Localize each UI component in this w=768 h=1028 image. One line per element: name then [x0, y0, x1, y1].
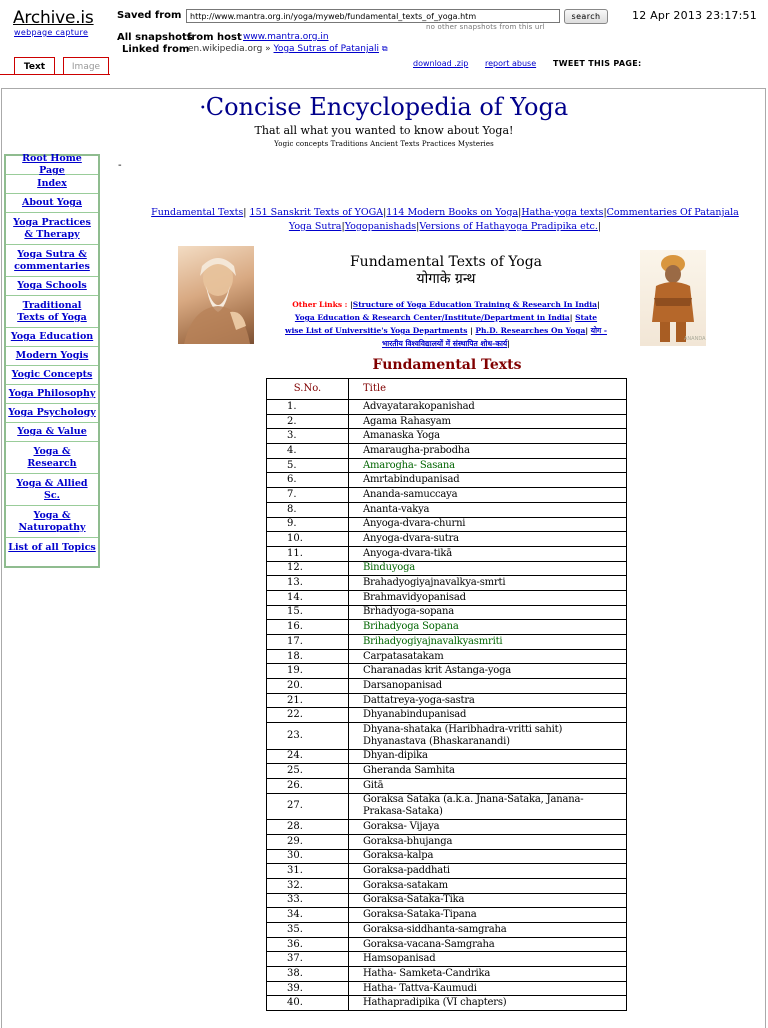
- sidebar-item-yoga-philosophy[interactable]: Yoga Philosophy: [6, 385, 98, 404]
- topic-links: Fundamental Texts| 151 Sanskrit Texts of YOGA|114 Modern Books on Yoga|Hatha-yoga texts|Commentaries Of Patanjala Yoga Sutra|Yogopanishads|Versions of Hathayoga Pradipika etc.|: [151, 207, 739, 232]
- portrait-illustration: [640, 250, 706, 346]
- other-links: Other Links : |Structure of Yoga Education Training & Research In India| Yoga Education & Research Center/Institute/Department in India| State wise List of Universitie's Yoga Departments | Ph.D. Researches On Yoga| योग - भारतीय विश्वविद्यालयों में संस्थापित शोध-कार्य|: [285, 300, 608, 348]
- site-tagline: That all what you wanted to know about Yoga!: [254, 124, 514, 137]
- sidebar-item-yoga-allied-sc[interactable]: Yoga & Allied Sc.: [6, 474, 98, 506]
- row-number: 20.: [267, 679, 349, 694]
- download-zip-link[interactable]: download .zip: [413, 59, 469, 68]
- row-number: 36.: [267, 937, 349, 952]
- sidebar-item-yogic-concepts[interactable]: Yogic Concepts: [6, 366, 98, 385]
- table-row: [267, 620, 627, 635]
- topic-link-versions[interactable]: Versions of Hathayoga Pradipika etc.: [419, 221, 598, 232]
- report-abuse-link[interactable]: report abuse: [485, 59, 537, 68]
- fundamental-title-hi: योगाके ग्रन्थ: [416, 271, 476, 287]
- row-number: 31.: [267, 864, 349, 879]
- table-row: [267, 937, 627, 952]
- table-row: [267, 635, 627, 650]
- photo-caption: ANANDA: [684, 336, 706, 342]
- table-row: [267, 546, 627, 561]
- tab-image[interactable]: Image: [63, 57, 109, 75]
- row-number: 5.: [267, 458, 349, 473]
- linked-from: [188, 44, 388, 54]
- dash-text: -: [118, 160, 122, 171]
- link-yoga-centers-india[interactable]: Yoga Education & Research Center/Institute/Department in India: [294, 313, 570, 322]
- sri-aurobindo-photo: [178, 246, 254, 344]
- table-row: [267, 723, 627, 750]
- row-title: Darsanopanisad: [349, 679, 627, 694]
- sidebar-item-traditional-texts-of-yoga[interactable]: Traditional Texts of Yoga: [6, 296, 98, 328]
- row-number: 27.: [267, 793, 349, 820]
- row-number: 10.: [267, 532, 349, 547]
- table-row: [267, 923, 627, 938]
- sidebar-item-yoga-practices-therapy[interactable]: Yoga Practices & Therapy: [6, 213, 98, 245]
- sidebar-item-index[interactable]: Index: [6, 175, 98, 194]
- link-phd-researches[interactable]: Ph.D. Researches On Yoga: [475, 326, 586, 335]
- row-number: 33.: [267, 893, 349, 908]
- table-body: [267, 400, 627, 1011]
- table-header-row: [267, 379, 627, 400]
- table-row: [267, 649, 627, 664]
- row-number: 32.: [267, 878, 349, 893]
- row-number: 14.: [267, 590, 349, 605]
- row-number: 25.: [267, 764, 349, 779]
- sidebar-item-yoga-naturopathy[interactable]: Yoga & Naturopathy: [6, 506, 98, 538]
- row-number: 7.: [267, 488, 349, 503]
- row-number: 9.: [267, 517, 349, 532]
- table-row: [267, 400, 627, 415]
- row-number: 6.: [267, 473, 349, 488]
- link-structure-yoga-education[interactable]: Structure of Yoga Education Training & Research In India: [352, 300, 597, 309]
- tweet-this-page-label: TWEET THIS PAGE:: [553, 59, 642, 68]
- row-title: Amanaska Yoga: [349, 429, 627, 444]
- table-row: [267, 967, 627, 982]
- sidebar-item-yoga-sutra-commentaries[interactable]: Yoga Sutra & commentaries: [6, 245, 98, 277]
- all-snapshots-label: All snapshots: [117, 32, 193, 43]
- fundamental-title-en: Fundamental Texts of Yoga: [349, 254, 543, 270]
- row-number: 35.: [267, 923, 349, 938]
- column-header-sno: S.No.: [267, 379, 349, 400]
- row-number: 19.: [267, 664, 349, 679]
- site-title: [0, 93, 768, 121]
- link-state-wise-list[interactable]: State wise List of Universitie's Yoga Departments: [285, 313, 598, 335]
- row-title: Hatha- Tattva-Kaumudi: [349, 981, 627, 996]
- row-number: 15.: [267, 605, 349, 620]
- row-title: Amrtabindupanisad: [349, 473, 627, 488]
- archive-header: [0, 0, 768, 75]
- row-title: Goraksa-kalpa: [349, 849, 627, 864]
- topic-link-yogopanishads[interactable]: Yogopanishads: [344, 221, 417, 232]
- row-number: 24.: [267, 749, 349, 764]
- sidebar-item-yoga-research[interactable]: Yoga & Research: [6, 442, 98, 474]
- row-title: Goraksa-paddhati: [349, 864, 627, 879]
- row-title: Hamsopanisad: [349, 952, 627, 967]
- topic-link-151-sanskrit[interactable]: 151 Sanskrit Texts of YOGA: [249, 207, 384, 218]
- row-number: 28.: [267, 820, 349, 835]
- webpage-capture-link[interactable]: webpage capture: [14, 28, 89, 37]
- sidebar-item-yoga-schools[interactable]: Yoga Schools: [6, 277, 98, 296]
- capture-date: 12 Apr 2013 23:17:51: [632, 9, 757, 22]
- topic-link-hatha-yoga[interactable]: Hatha-yoga texts: [521, 207, 604, 218]
- table-row: [267, 793, 627, 820]
- row-number: 29.: [267, 834, 349, 849]
- row-title: Anyoga-dvara-churni: [349, 517, 627, 532]
- table-row: [267, 473, 627, 488]
- row-number: 18.: [267, 649, 349, 664]
- saved-from-label: Saved from: [117, 10, 182, 21]
- table-row: [267, 458, 627, 473]
- table-row: [267, 708, 627, 723]
- table-row: [267, 834, 627, 849]
- row-number: 39.: [267, 981, 349, 996]
- table-row: [267, 981, 627, 996]
- row-number: 12.: [267, 561, 349, 576]
- row-number: 13.: [267, 576, 349, 591]
- sidebar-item-list-of-all-topics[interactable]: List of all Topics: [8, 542, 96, 553]
- table-row: [267, 779, 627, 794]
- row-number: 34.: [267, 908, 349, 923]
- row-number: 3.: [267, 429, 349, 444]
- table-row: [267, 605, 627, 620]
- row-title: Brahadyogiyajnavalkya-smrti: [349, 576, 627, 591]
- topic-link-fundamental[interactable]: Fundamental Texts: [151, 207, 244, 218]
- sidebar-item-about-yoga[interactable]: About Yoga: [6, 194, 98, 213]
- topic-link-114-modern[interactable]: 114 Modern Books on Yoga: [386, 207, 519, 218]
- table-row: [267, 996, 627, 1011]
- row-number: 26.: [267, 779, 349, 794]
- table-heading: Fundamental Texts: [372, 357, 522, 373]
- row-number: 22.: [267, 708, 349, 723]
- table-row: [267, 532, 627, 547]
- portrait-illustration: [178, 246, 254, 344]
- tab-underline: [0, 74, 110, 75]
- row-title: Ananda-samuccaya: [349, 488, 627, 503]
- table-row: [267, 429, 627, 444]
- row-title: Charanadas krit Astanga-yoga: [349, 664, 627, 679]
- row-number: 37.: [267, 952, 349, 967]
- row-title: Brahmavidyopanisad: [349, 590, 627, 605]
- row-title: Brihadyoga Sopana: [349, 620, 627, 635]
- row-number: 38.: [267, 967, 349, 982]
- sidebar-item-yoga-psychology[interactable]: Yoga Psychology: [6, 404, 98, 423]
- table-row: [267, 664, 627, 679]
- row-number: 21.: [267, 693, 349, 708]
- row-number: 2.: [267, 414, 349, 429]
- linked-from-page-link[interactable]: Yoga Sutras of Patanjali: [273, 44, 379, 54]
- no-other-snapshots-text: no other snapshots from this url: [426, 23, 545, 31]
- table-row: [267, 908, 627, 923]
- row-title: Ananta-vakya: [349, 502, 627, 517]
- row-title: Dhyana-shataka (Haribhadra-vritti sahit) Dhyanastava (Bhaskaranandi): [349, 723, 627, 750]
- row-title: Goraksa-satakam: [349, 878, 627, 893]
- row-title: Hatha- Samketa-Candrika: [349, 967, 627, 982]
- table-row: [267, 893, 627, 908]
- row-title: Binduyoga: [349, 561, 627, 576]
- table-row: [267, 517, 627, 532]
- row-number: 23.: [267, 723, 349, 750]
- search-button[interactable]: search: [564, 9, 608, 24]
- sidebar-nav: [4, 154, 100, 568]
- table-row: [267, 561, 627, 576]
- row-title: Dattatreya-yoga-sastra: [349, 693, 627, 708]
- topic-link-commentaries[interactable]: Commentaries Of Patanjala Yoga Sutra: [288, 207, 739, 232]
- link-hindi-research[interactable]: योग - भारतीय विश्वविद्यालयों में संस्थापित शोध-कार्य: [381, 326, 608, 348]
- site-subtagline: Yogic concepts Traditions Ancient Texts Practices Mysteries: [274, 140, 494, 148]
- fundamental-title: [300, 254, 592, 288]
- table-row: [267, 764, 627, 779]
- swami-vivekananda-photo: [640, 250, 706, 346]
- table-row: [267, 749, 627, 764]
- sidebar-item-root-home-page[interactable]: Root Home Page: [6, 156, 98, 175]
- row-number: 30.: [267, 849, 349, 864]
- linked-from-source: en.wikipedia.org »: [188, 44, 271, 54]
- row-title: Dhyan-dipika: [349, 749, 627, 764]
- table-row: [267, 444, 627, 459]
- table-row: [267, 414, 627, 429]
- row-title: Agama Rahasyam: [349, 414, 627, 429]
- from-host-label: from host: [187, 32, 242, 43]
- row-number: 1.: [267, 400, 349, 415]
- table-row: [267, 502, 627, 517]
- row-title: Anyoga-dvara-sutra: [349, 532, 627, 547]
- column-header-title: Title: [349, 379, 627, 400]
- row-title: Goraksa Sataka (a.k.a. Jnana-Sataka, Janana-Prakasa-Sataka): [349, 793, 627, 820]
- table-row: [267, 693, 627, 708]
- row-number: 8.: [267, 502, 349, 517]
- sidebar-item-modern-yogis[interactable]: Modern Yogis: [6, 347, 98, 366]
- row-title: Goraksa-Sataka-Tika: [349, 893, 627, 908]
- fundamental-texts-table: [266, 378, 627, 1011]
- row-title: Goraksa-Sataka-Tipana: [349, 908, 627, 923]
- row-title: Brihadyogiyajnavalkyasmriti: [349, 635, 627, 650]
- site-title-text: Concise Encyclopedia of Yoga: [205, 93, 569, 121]
- table-row: [267, 878, 627, 893]
- row-number: 40.: [267, 996, 349, 1011]
- row-title: Goraksa-bhujanga: [349, 834, 627, 849]
- row-title: Amarogha- Sasana: [349, 458, 627, 473]
- external-link-icon: ⧉: [381, 44, 388, 53]
- row-number: 4.: [267, 444, 349, 459]
- row-number: 16.: [267, 620, 349, 635]
- table-row: [267, 590, 627, 605]
- table-row: [267, 576, 627, 591]
- linked-from-label: Linked from: [122, 44, 190, 55]
- host-link[interactable]: www.mantra.org.in: [243, 32, 329, 42]
- sidebar-item-yoga-education[interactable]: Yoga Education: [6, 328, 98, 347]
- row-title: Anyoga-dvara-tikā: [349, 546, 627, 561]
- table-row: [267, 820, 627, 835]
- table-row: [267, 952, 627, 967]
- row-number: 17.: [267, 635, 349, 650]
- table-row: [267, 488, 627, 503]
- row-title: Hathapradipika (VI chapters): [349, 996, 627, 1011]
- row-title: Goraksa-siddhanta-samgraha: [349, 923, 627, 938]
- sidebar-item-yoga-value[interactable]: Yoga & Value: [6, 423, 98, 442]
- tab-text[interactable]: Text: [14, 57, 55, 75]
- row-title: Goraksa- Vijaya: [349, 820, 627, 835]
- table-row: [267, 864, 627, 879]
- row-title: Brhadyoga-sopana: [349, 605, 627, 620]
- archive-logo[interactable]: Archive.is: [13, 8, 94, 28]
- row-title: Advayatarakopanishad: [349, 400, 627, 415]
- row-title: Gitā: [349, 779, 627, 794]
- row-title: Amaraugha-prabodha: [349, 444, 627, 459]
- row-title: Dhyanabindupanisad: [349, 708, 627, 723]
- table-row: [267, 849, 627, 864]
- row-title: Gheranda Samhita: [349, 764, 627, 779]
- other-links-label: Other Links :: [292, 300, 348, 309]
- row-title: Carpatasatakam: [349, 649, 627, 664]
- title-bullet: •: [199, 103, 206, 114]
- saved-url-input[interactable]: http://www.mantra.org.in/yoga/myweb/fundamental_texts_of_yoga.htm: [186, 9, 560, 23]
- table-row: [267, 679, 627, 694]
- row-title: Goraksa-vacana-Samgraha: [349, 937, 627, 952]
- row-number: 11.: [267, 546, 349, 561]
